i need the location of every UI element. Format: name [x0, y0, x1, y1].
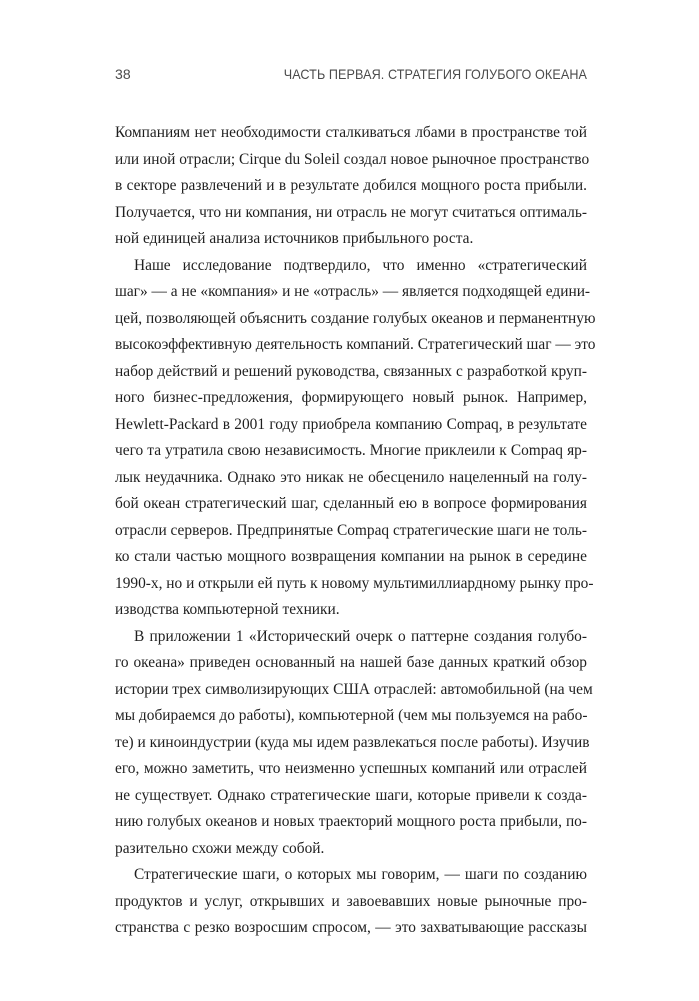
text-line: ного бизнес-предложения, формирующего новый рынок. Например, [115, 389, 587, 406]
text-line: или иной отрасли; Cirque du Soleil создал новое рыночное пространство [115, 150, 590, 168]
page-number: 38 [115, 66, 131, 82]
running-head: ЧАСТЬ ПЕРВАЯ. СТРАТЕГИЯ ГОЛУБОГО ОКЕАНА [283, 66, 587, 82]
text-line: бой океан стратегический шаг, сделанный ею в вопросе формирования [115, 495, 587, 512]
page-header [115, 66, 587, 88]
text-line: шаг» — а не «компания» и не «отрасль» — является подходящей едини- [115, 283, 591, 300]
paragraph-3 [115, 624, 593, 863]
text-line: Компаниям нет необходимости сталкиваться лбами в пространстве той [115, 124, 587, 141]
text-line: набор действий и решений руководства, связанных с разработкой круп- [115, 362, 587, 380]
paragraph-2 [115, 253, 596, 624]
text-line: цей, позволяющей объяснить создание голубых океанов и перманентную [115, 309, 596, 327]
text-line: 1990-х, но и открыли ей путь к новому мультимиллиардному рынку про- [115, 574, 594, 592]
text-line: в секторе развлечений и в результате добился мощного роста прибыли. [115, 177, 587, 194]
text-line: отрасли серверов. Предпринятые Compaq стратегические шаги не толь- [115, 521, 587, 539]
text-line: изводства компьютерной техники. [115, 601, 340, 618]
text-line: не существует. Однако стратегические шаги, которые привели к созда- [115, 786, 587, 804]
text-line: те) и киноиндустрии (куда мы идем развлекаться после работы). Изучив [115, 733, 590, 751]
text-line: го океана» приведен основанный на нашей базе данных краткий обзор [115, 654, 587, 671]
text-line: лык неудачника. Однако это никак не обесценило нацеленный на голу- [115, 468, 587, 486]
text-line: нию голубых океанов и новых траекторий мощного роста прибыли, по- [115, 813, 587, 830]
text-line: разительно схожи между собой. [115, 839, 325, 857]
text-line: истории трех символизирующих США отраслей: автомобильной (на чем [115, 680, 593, 698]
text-line: ной единицей анализа источников прибыльного роста. [115, 230, 474, 247]
text-line: странства с резко возросшим спросом, — это захватывающие рассказы [115, 919, 587, 936]
paragraph-1 [115, 120, 590, 253]
text-line: Наше исследование подтвердило, что именно «стратегический [134, 256, 587, 274]
text-line: Получается, что ни компания, ни отрасль не могут считаться оптималь- [115, 203, 587, 221]
text-line: Стратегические шаги, о которых мы говорим, — шаги по созданию [134, 866, 587, 883]
text-line: ко стали частью мощного возвращения компании на рынок в середине [115, 548, 587, 565]
text-line: Hewlett-Packard в 2001 году приобрела компанию Compaq, в результате [115, 415, 587, 433]
body-text [115, 120, 596, 942]
text-line: мы добираемся до работы), компьютерной (чем мы пользуемся на рабо- [115, 707, 588, 724]
text-line: высокоэффективную деятельность компаний. Стратегический шаг — это [115, 336, 596, 353]
paragraph-4 [115, 862, 587, 942]
text-line: продуктов и услуг, открывших и завоевавших новые рыночные про- [115, 892, 587, 910]
text-line: чего та утратила свою независимость. Многие приклеили к Compaq яр- [115, 442, 587, 459]
text-line: В приложении 1 «Исторический очерк о паттерне создания голубо- [134, 627, 587, 645]
text-line: его, можно заметить, что неизменно успешных компаний или отраслей [115, 760, 587, 777]
